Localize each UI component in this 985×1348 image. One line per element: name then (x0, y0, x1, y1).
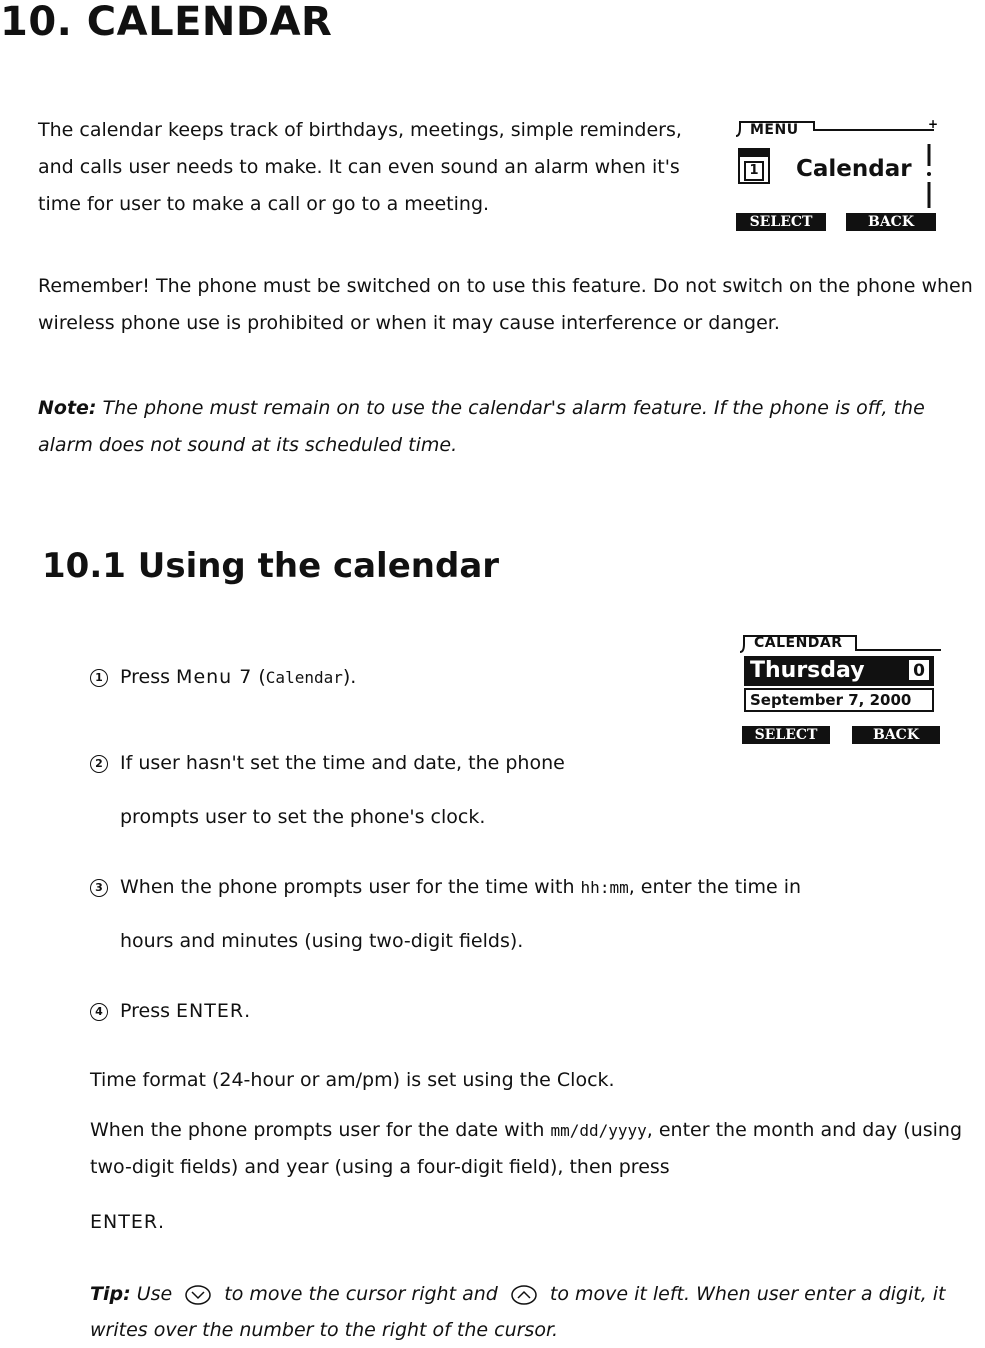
intro-paragraph: The calendar keeps track of birthdays, meetings, simple reminders, and calls user needs to make. It can even sound an alarm when it's time for user to make a call or go to a meeting. (38, 119, 682, 215)
date-paragraph-end: ENTER. (90, 1211, 165, 1233)
step-3: 3 When the phone prompts user for the time with hh:mm, enter the time in (90, 874, 801, 901)
date-paragraph: When the phone prompts user for the date with mm/dd/yyyy, enter the month and day (using two-digit fields) and year (using a four-digit field), then press (90, 1119, 963, 1178)
step-2: 2 If user hasn't set the time and date, the phone (90, 750, 565, 776)
step-number: 2 (90, 755, 108, 773)
key-name: ENTER (176, 1000, 245, 1022)
section-title: 10.1 Using the calendar (42, 546, 500, 586)
time-format-code: hh:mm (580, 878, 629, 897)
date-label: September 7, 2000 (744, 688, 934, 712)
menu-item-calendar[interactable]: Calendar (796, 156, 912, 182)
nav-up-icon (510, 1284, 538, 1306)
time-format-paragraph: Time format (24-hour or am/pm) is set using the Clock. (90, 1069, 615, 1091)
note-text: The phone must remain on to use the calendar's alarm feature. If the phone is off, the alarm does not sound at its scheduled time. (38, 397, 925, 456)
calendar-icon-number: 1 (744, 161, 764, 181)
note-label: Note: (38, 397, 97, 419)
tip-paragraph: Tip: Use to move the cursor right and to move it left. When user enter a digit, it writes over the number to the right of the cursor. (90, 1283, 946, 1341)
phone-screen-calendar (738, 632, 943, 750)
screen-tab-label: CALENDAR (754, 635, 843, 651)
phone-screen-menu (734, 116, 939, 234)
back-softkey[interactable]: BACK (846, 213, 936, 231)
screen-tab-label: MENU (750, 122, 799, 138)
page-title: 10. CALENDAR (0, 0, 333, 45)
step-3-continued: hours and minutes (using two-digit fields). (120, 930, 524, 952)
step-2-continued: prompts user to set the phone's clock. (120, 806, 486, 828)
select-softkey[interactable]: SELECT (742, 726, 830, 744)
step-number: 1 (90, 669, 108, 687)
svg-text:+: + (928, 117, 939, 131)
calendar-icon (738, 148, 770, 184)
nav-down-icon (184, 1284, 212, 1306)
key-name: Menu 7 (176, 666, 253, 688)
scrollbar (924, 142, 934, 210)
step-number: 4 (90, 1003, 108, 1021)
date-format-code: mm/dd/yyyy (550, 1121, 647, 1140)
step-number: 3 (90, 879, 108, 897)
select-softkey[interactable]: SELECT (736, 213, 826, 231)
key-name: ENTER (90, 1211, 159, 1233)
step-4: 4 Press ENTER. (90, 998, 250, 1024)
step-1: 1 Press Menu 7 (Calendar). (90, 664, 356, 691)
day-label: Thursday (750, 658, 865, 683)
menu-name: Calendar (265, 668, 343, 687)
event-count: 0 (908, 659, 930, 681)
tip-label: Tip: (90, 1283, 131, 1305)
note-paragraph (38, 390, 983, 464)
back-softkey[interactable]: BACK (852, 726, 940, 744)
day-header (744, 656, 934, 686)
remember-paragraph: Remember! The phone must be switched on to use this feature. Do not switch on the phone when wireless phone use is prohibited or when it may cause interference or danger. (38, 275, 973, 334)
